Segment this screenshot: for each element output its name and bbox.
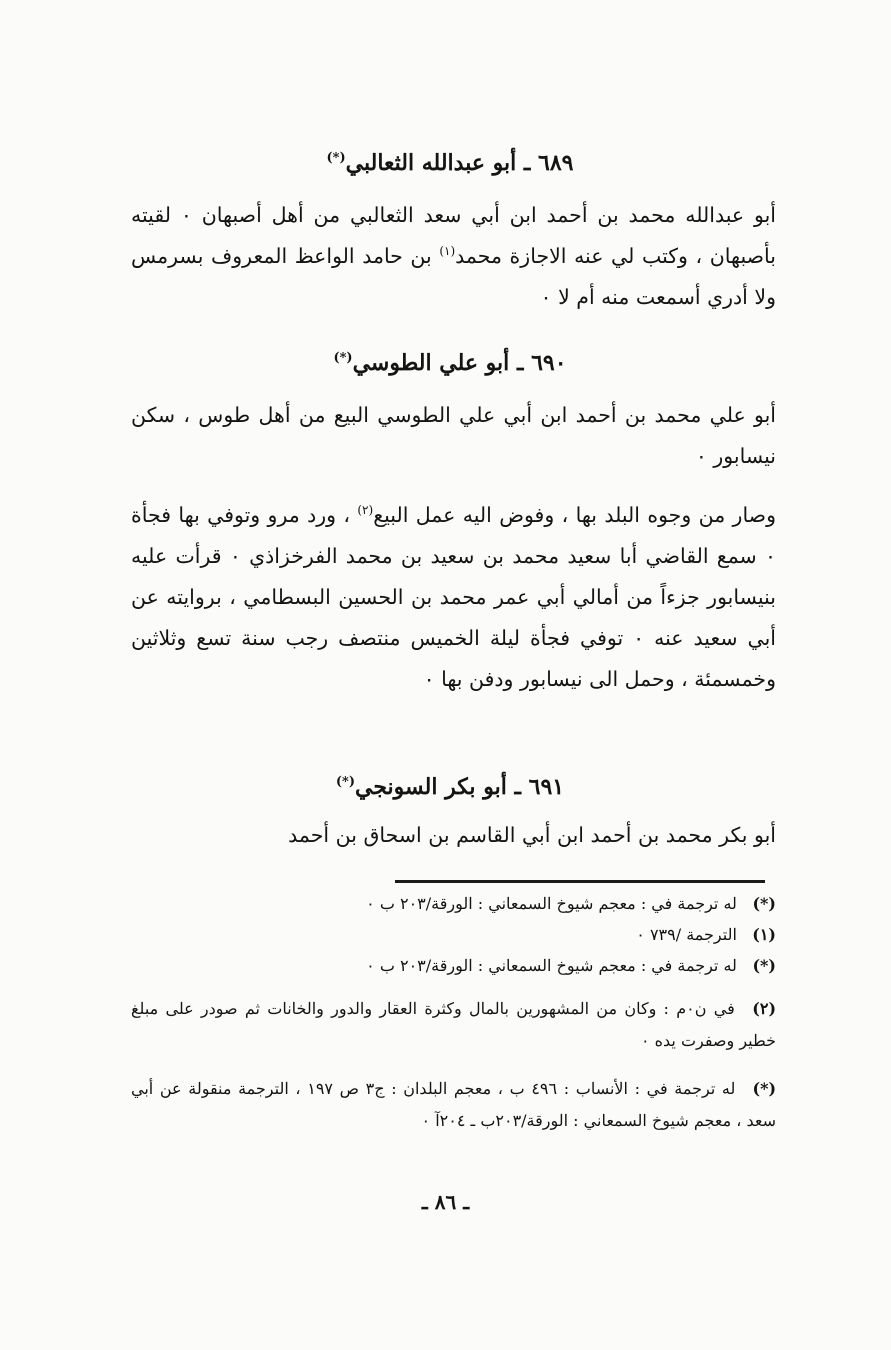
heading-separator: ـ bbox=[516, 350, 524, 376]
entry-heading bbox=[110, 148, 790, 178]
entry-text: بن حامد الواعظ المعروف بسرمس ولا أدري أسمعت منه أم لا ٠ bbox=[131, 244, 776, 309]
footnote bbox=[131, 1073, 776, 1137]
entry-number: ٦٨٩ bbox=[538, 150, 574, 176]
entry-text: أبو بكر محمد بن أحمد ابن أبي القاسم بن اسحاق بن أحمد bbox=[288, 823, 776, 847]
entry-body bbox=[131, 495, 776, 700]
footnote-text: في ن٠م : وكان من المشهورين بالمال وكثرة العقار والدور والخانات ثم صودر على مبلغ خطير وصفرت يده ٠ bbox=[131, 999, 776, 1050]
entry-number: ٦٩٠ bbox=[531, 350, 567, 376]
entry-body bbox=[131, 195, 776, 318]
entry-text: وصار من وجوه البلد بها ، وفوض اليه عمل البيع bbox=[373, 503, 776, 527]
entry-text: أبو علي محمد بن أحمد ابن أبي علي الطوسي البيع من أهل طوس ، سكن نيسابور ٠ bbox=[131, 403, 776, 468]
footnote-text: له ترجمة في : معجم شيوخ السمعاني : الورقة/٢٠٣ ب ٠ bbox=[366, 894, 737, 913]
entry-heading bbox=[110, 772, 790, 802]
entry-text: أبو عبدالله محمد بن أحمد ابن أبي سعد الثعالبي من أهل أصبهان ٠ لقيته بأصبهان ، وكتب لي عنه الاجازة محمد bbox=[131, 203, 776, 268]
footnote-text: له ترجمة في : معجم شيوخ السمعاني : الورقة/٢٠٣ ب ٠ bbox=[366, 956, 737, 975]
footnote bbox=[131, 993, 776, 1057]
heading-separator: ـ bbox=[514, 774, 521, 800]
entry-body bbox=[131, 395, 776, 477]
footnote bbox=[131, 950, 776, 981]
footnote-marker: (١) bbox=[752, 925, 776, 944]
footnote-marker: (٢) bbox=[752, 999, 777, 1018]
footnote-group bbox=[131, 888, 776, 981]
page-number: ـ ٨٦ ـ bbox=[421, 1190, 470, 1214]
footnote bbox=[131, 888, 776, 919]
footnote-ref: (٢) bbox=[357, 503, 374, 518]
entry-title: أبو علي الطوسي bbox=[352, 350, 510, 376]
footnote-text: له ترجمة في : الأنساب : ٤٩٦ ب ، معجم البلدان : ج٣ ص ١٩٧ ، الترجمة منقولة عن أبي سعد ، معجم شيوخ السمعاني : الورقة/٢٠٣ب ـ ٢٠٤آ ٠ bbox=[131, 1079, 776, 1130]
entry-heading bbox=[110, 348, 790, 378]
footnote-marker: (*) bbox=[752, 1079, 777, 1098]
footnote bbox=[131, 919, 776, 950]
heading-separator: ـ bbox=[523, 150, 531, 176]
footnote-marker: (*) bbox=[752, 956, 776, 975]
footnote-text: الترجمة /٧٣٩ ٠ bbox=[636, 925, 737, 944]
entry-text: ، ورد مرو وتوفي بها فجأة ٠ سمع القاضي أبا سعيد محمد بن سعيد بن محمد الفرخزاذي ٠ قرأت عليه بنيسابور جزءاً من أمالي أبي عمر محمد بن الحسين البسطامي ، بروايته عن أبي سعيد عنه ٠ توفي فجأة ليلة الخميس منتصف رجب سنة تسع وثلاثين وخمسمئة ، وحمل الى نيسابور ودفن بها ٠ bbox=[131, 503, 777, 691]
footnote-mark: (*) bbox=[335, 774, 356, 790]
footnote-divider bbox=[395, 880, 765, 883]
entry-number: ٦٩١ bbox=[528, 774, 565, 800]
entry-title: أبو بكر السونجي bbox=[355, 774, 507, 800]
footnote-marker: (*) bbox=[752, 894, 776, 913]
footnote-mark: (*) bbox=[333, 350, 353, 366]
entry-body bbox=[131, 815, 776, 856]
footnote-ref: (١) bbox=[439, 244, 456, 259]
footnote-mark: (*) bbox=[326, 150, 346, 166]
entry-title: أبو عبدالله الثعالبي bbox=[345, 150, 517, 176]
